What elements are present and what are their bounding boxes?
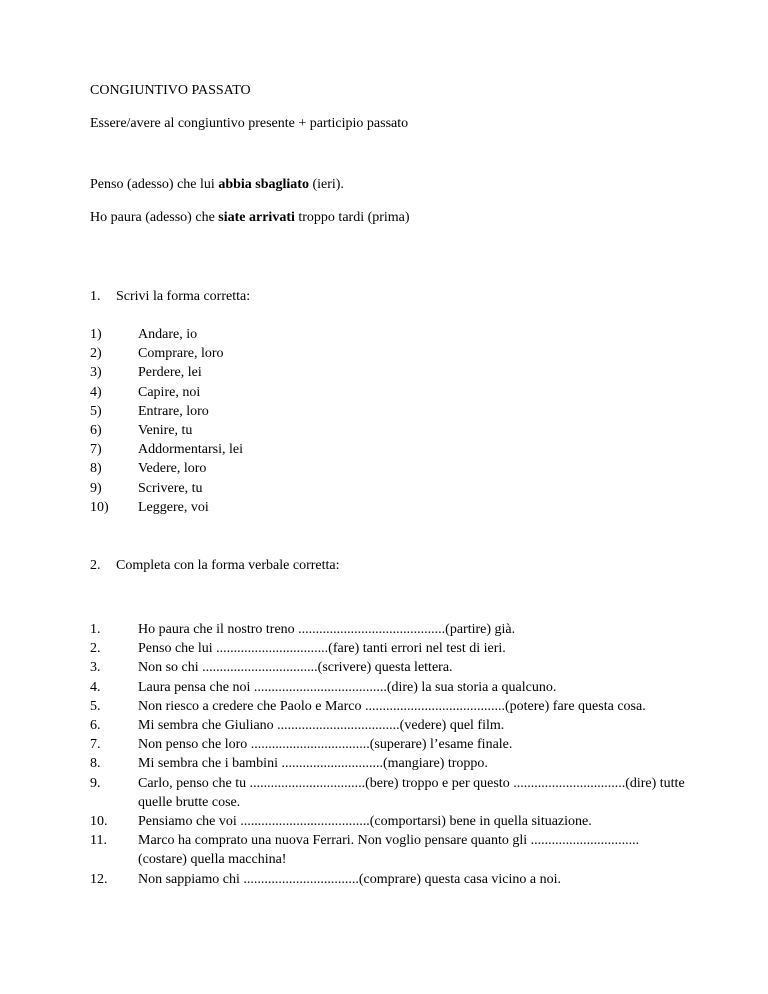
example-highlight: siate arrivati (218, 210, 295, 225)
item-number: 7) (90, 442, 102, 458)
list-item (90, 697, 690, 716)
item-text: Non so chi .................................(scrivere) questa lettera. (138, 660, 453, 676)
list-item (90, 422, 243, 441)
item-text: Non sappiamo chi .................................(comprare) questa casa vicino a noi. (138, 871, 562, 887)
item-number: 10) (90, 499, 109, 515)
list-item (90, 384, 243, 403)
exercise-instruction: Scrivi la forma corretta: (116, 289, 251, 304)
example-highlight: abbia sbagliato (218, 177, 309, 192)
document-subtitle: Essere/avere al congiuntivo presente + participio passato (90, 116, 409, 131)
item-text: Penso che lui ................................(fare) tanti errori nel test di ieri. (138, 641, 506, 657)
item-text: Marco ha comprato una nuova Ferrari. Non voglio pensare quanto gli ............................... (costare) quella macchina! (138, 833, 640, 868)
item-text: Comprare, loro (138, 346, 224, 362)
item-text: Carlo, penso che tu .................................(bere) troppo e per questo ................................(dire) tutte quelle brutte cose. (138, 775, 685, 810)
item-number: 1. (90, 622, 101, 637)
item-number: 2. (90, 641, 101, 657)
item-text: Leggere, voi (138, 499, 209, 515)
item-number: 9. (90, 775, 101, 791)
item-number: 7. (90, 737, 101, 753)
item-number: 8) (90, 461, 102, 477)
example-text: (ieri). (308, 177, 344, 192)
exercise-number: 1. (90, 289, 101, 304)
example-text: troppo tardi (prima) (294, 210, 410, 225)
item-text: Addormentarsi, lei (138, 442, 243, 458)
list-item (90, 870, 690, 889)
item-number: 3) (90, 365, 102, 381)
exercise-1-list (90, 326, 243, 518)
item-text: Non penso che loro ..................................(superare) l’esame finale. (138, 737, 513, 753)
item-number: 9) (90, 480, 102, 496)
item-number: 12. (90, 871, 108, 887)
list-item (90, 460, 243, 479)
list-item (90, 480, 243, 499)
list-item (90, 441, 243, 460)
document-title: CONGIUNTIVO PASSATO (90, 83, 251, 98)
item-text: Ho paura che il nostro treno ..........................................(partire) già. (138, 622, 516, 637)
exercise-instruction: Completa con la forma verbale corretta: (116, 558, 340, 573)
item-number: 3. (90, 660, 101, 676)
exercise-number: 2. (90, 558, 101, 573)
item-number: 5) (90, 403, 102, 419)
list-item (90, 812, 690, 831)
item-number: 4) (90, 384, 102, 400)
list-item (90, 326, 243, 345)
item-text: Scrivere, tu (138, 480, 203, 496)
item-number: 5. (90, 698, 101, 714)
item-number: 4. (90, 679, 101, 695)
list-item (90, 658, 690, 677)
list-item (90, 754, 690, 773)
list-item (90, 639, 690, 658)
item-number: 2) (90, 346, 102, 362)
list-item (90, 345, 243, 364)
item-text: Mi sembra che i bambini .............................(mangiare) troppo. (138, 756, 488, 772)
example-text: Penso (adesso) che lui (90, 177, 219, 192)
item-text: Perdere, lei (138, 365, 202, 381)
item-text: Vedere, loro (138, 461, 207, 477)
item-text: Non riesco a credere che Paolo e Marco ........................................(potere) fare questa cosa. (138, 698, 646, 714)
example-text: Ho paura (adesso) che (90, 210, 219, 225)
list-item (90, 774, 690, 812)
list-item (90, 403, 243, 422)
list-item (90, 735, 690, 754)
item-number: 6. (90, 718, 101, 734)
list-item (90, 716, 690, 735)
item-number: 10. (90, 814, 108, 830)
list-item (90, 831, 690, 869)
item-number: 1) (90, 327, 102, 342)
item-text: Entrare, loro (138, 403, 209, 419)
item-number: 8. (90, 756, 101, 772)
item-text: Pensiamo che voi .....................................(comportarsi) bene in quella situazione. (138, 814, 592, 830)
item-number: 6) (90, 422, 102, 438)
item-text: Mi sembra che Giuliano ...................................(vedere) quel film. (138, 718, 505, 734)
example-sentence-2 (90, 209, 410, 227)
list-item (90, 499, 243, 518)
exercise-2-heading (90, 557, 340, 575)
exercise-2-list (90, 620, 690, 889)
item-text: Laura pensa che noi ......................................(dire) la sua storia a qualcuno. (138, 679, 557, 695)
example-sentence-1 (90, 176, 344, 194)
item-text: Venire, tu (138, 422, 193, 438)
list-item (90, 364, 243, 383)
exercise-1-heading (90, 288, 250, 306)
list-item (90, 620, 690, 639)
list-item (90, 678, 690, 697)
item-number: 11. (90, 833, 107, 849)
item-text: Andare, io (138, 327, 198, 342)
item-text: Capire, noi (138, 384, 201, 400)
